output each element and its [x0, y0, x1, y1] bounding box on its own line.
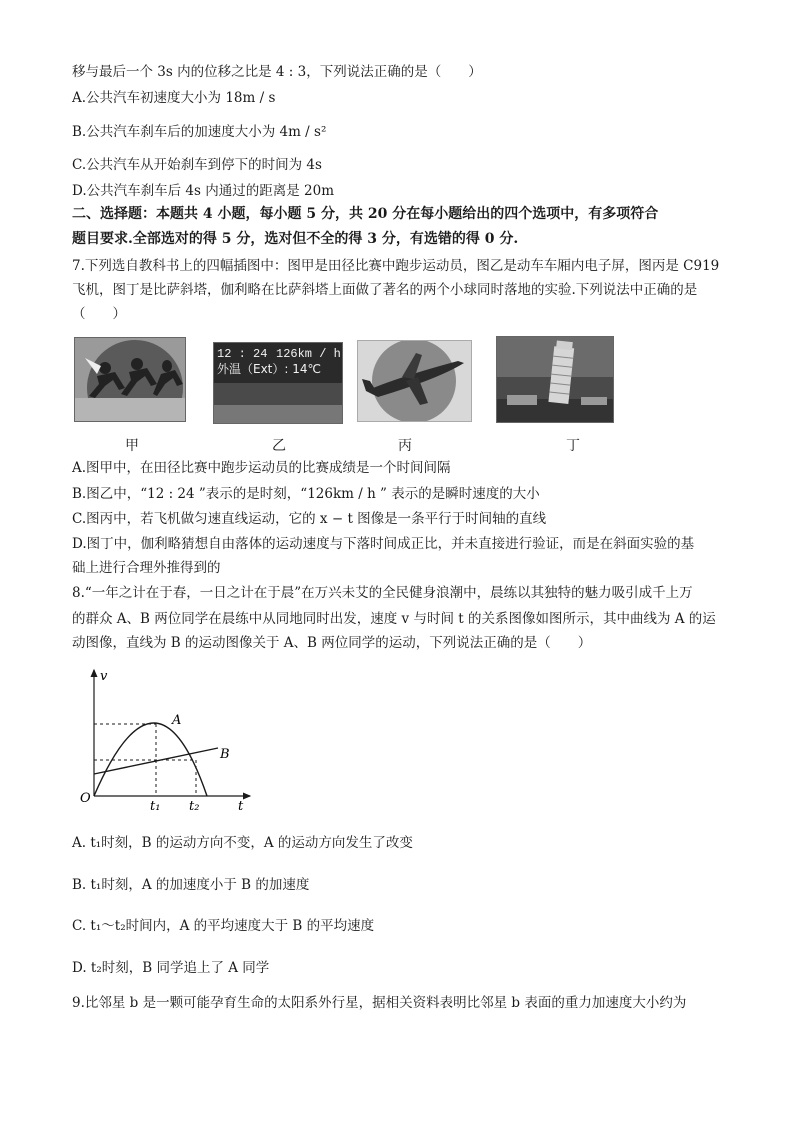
- q7-stem-cont: 飞机，图丁是比萨斜塔，伽利略在比萨斜塔上面做了著名的两个小球同时落地的实验.下列说法中正确的是: [72, 282, 698, 298]
- q8-option-b: B. t₁时刻，A 的加速度小于 B 的加速度: [72, 877, 310, 893]
- label-a: A: [172, 713, 182, 728]
- q7-option-d: D.图丁中，伽利略猜想自由落体的运动速度与下落时间成正比，并未直接进行验证，而是在斜面实验的基: [72, 536, 695, 552]
- label-t2: t₂: [189, 799, 200, 812]
- q6-stem-tail: 移与最后一个 3s 内的位移之比是 4 : 3，下列说法正确的是（ ）: [72, 64, 482, 80]
- q7-stem: 7.下列选自教科书上的四幅插图中：图甲是田径比赛中跑步运动员，图乙是动车车厢内电子屏，图丙是 C919: [72, 258, 720, 274]
- q7-option-c: C.图丙中，若飞机做匀速直线运动，它的 x − t 图像是一条平行于时间轴的直线: [72, 511, 547, 527]
- image-train-screen: [213, 342, 343, 424]
- image-airplane: [357, 340, 472, 422]
- screen-temp: 外温（Ext）: 14℃: [217, 362, 321, 376]
- q8-option-c: C. t₁～t₂时间内，A 的平均速度大于 B 的平均速度: [72, 918, 375, 934]
- section-heading: 二、选择题：本题共 4 小题，每小题 5 分，共 20 分在每小题给出的四个选项中，有多项符合: [72, 206, 659, 222]
- q7-stem-paren: （ ）: [72, 306, 126, 322]
- screen-time: 12 : 24: [217, 347, 268, 361]
- q8-stem: 8.“一年之计在于春，一日之计在于晨”在万兴未艾的全民健身浪潮中，晨练以其独特的魅力吸引成千上万: [72, 585, 693, 601]
- q6-option-a: A.公共汽车初速度大小为 18m / s: [72, 90, 276, 106]
- caption-yi: 乙: [272, 438, 286, 454]
- q8-option-d: D. t₂时刻，B 同学追上了 A 同学: [72, 960, 270, 976]
- q6-option-d: D.公共汽车刹车后 4s 内通过的距离是 20m: [72, 183, 335, 199]
- label-v: v: [100, 669, 108, 684]
- caption-ding: 丁: [566, 438, 580, 454]
- q6-option-c: C.公共汽车从开始刹车到停下的时间为 4s: [72, 157, 322, 173]
- q7-option-a: A.图甲中，在田径比赛中跑步运动员的比赛成绩是一个时间间隔: [72, 460, 451, 476]
- q7-option-d-cont: 础上进行合理外推得到的: [72, 560, 221, 576]
- image-pisa-tower: [496, 336, 614, 423]
- q7-option-b: B.图乙中，“12 : 24 ”表示的是时刻，“126km / h ” 表示的是瞬时速度的大小: [72, 486, 540, 502]
- q8-stem-cont2: 动图像，直线为 B 的运动图像关于 A、B 两位同学的运动，下列说法正确的是（ ）: [72, 635, 592, 651]
- q9-stem: 9.比邻星 b 是一颗可能孕育生命的太阳系外行星，据相关资料表明比邻星 b 表面的重力加速度大小约为: [72, 995, 687, 1011]
- q6-option-b: B.公共汽车刹车后的加速度大小为 4m / s²: [72, 124, 327, 140]
- vt-graph: [72, 664, 262, 812]
- label-b: B: [220, 747, 230, 762]
- q8-stem-cont: 的群众 A、B 两位同学在晨练中从同地同时出发，速度 v 与时间 t 的关系图像如图所示，其中曲线为 A 的运: [72, 611, 716, 627]
- label-t1: t₁: [150, 799, 161, 812]
- q8-option-a: A. t₁时刻，B 的运动方向不变，A 的运动方向发生了改变: [72, 835, 413, 851]
- label-origin: O: [80, 791, 91, 806]
- screen-speed: 126km / h: [276, 347, 341, 361]
- image-sprinters: [74, 337, 186, 422]
- label-t: t: [238, 799, 244, 812]
- caption-bing: 丙: [398, 438, 412, 454]
- section-heading-cont: 题目要求.全部选对的得 5 分，选对但不全的得 3 分，有选错的得 0 分.: [72, 231, 519, 247]
- caption-jia: 甲: [125, 438, 139, 454]
